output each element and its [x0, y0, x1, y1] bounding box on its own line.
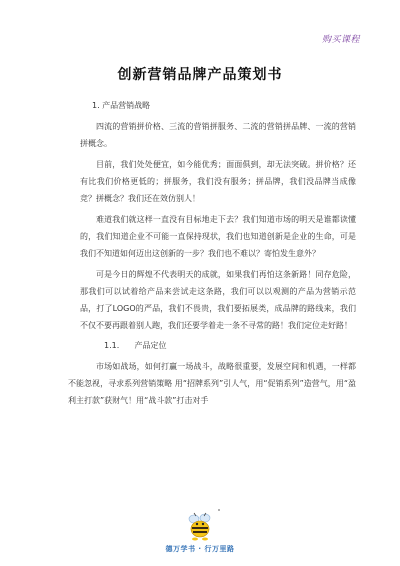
body-paragraph: 市场如战场，如何打赢一场战斗，战略很重要，发展空间和机遇，一样都不能忽视，寻求系列营销策略 用“招牌系列”引人气，用“促销系列”造营气，用“盈利主打款”获财气！用“战斗款”打击对手 [68, 362, 356, 405]
body-paragraph: 四流的营销拼价格、三流的营销拼服务、二流的营销拼品牌、一流的营销拼概念。 [80, 122, 356, 148]
page-marker-dot [218, 509, 220, 511]
page-footer [0, 512, 400, 554]
top-right-link[interactable]: 购买课程 [321, 35, 360, 45]
body-paragraph: 可是今日的辉煌不代表明天的成就，如果我们再怕这条新路！同存危险，那我们可以试着给产品来尝试走这条路，我们可以以观测的产品为营销示范品，打了LOGO的严品，我们不畏贵，我们要拓展类，成品牌的路线来，我们不仅不要再跟着别人跑，我们还要学着走一条不寻常的路！我们定位走好路！ [80, 270, 356, 330]
subsection-title: 产品定位 [134, 341, 167, 350]
body-paragraph: 难道我们就这样一直没有目标地走下去？我们知道市场的明天是谁都读懂的，我们知道企业不可能一直保持现状，我们也知道创新是企业的生命，可是我们不知道如何迈出这创新的一步？我们也不难以？寄怕发生意外？ [80, 215, 356, 258]
document-body [68, 98, 356, 409]
footer-slogan: 德万学书 · 行万里路 [165, 545, 235, 553]
section-heading: 1. 产品营销战略 [92, 101, 151, 110]
subsection-number: 1.1. [104, 341, 120, 350]
subsection-heading [104, 338, 356, 354]
cartoon-bee-mascot-icon [183, 512, 217, 542]
body-paragraph: 目前，我们处处便宜，如今能优秀；面面俱到，却无法突破。拼价格？还有比我们价格更低的；拼服务，我们没有服务；拼品牌，我们没品牌当成像竞？拼概念？我们还在效仿别人！ [80, 160, 356, 203]
document-title: 创新营销品牌产品策划书 [117, 67, 283, 83]
